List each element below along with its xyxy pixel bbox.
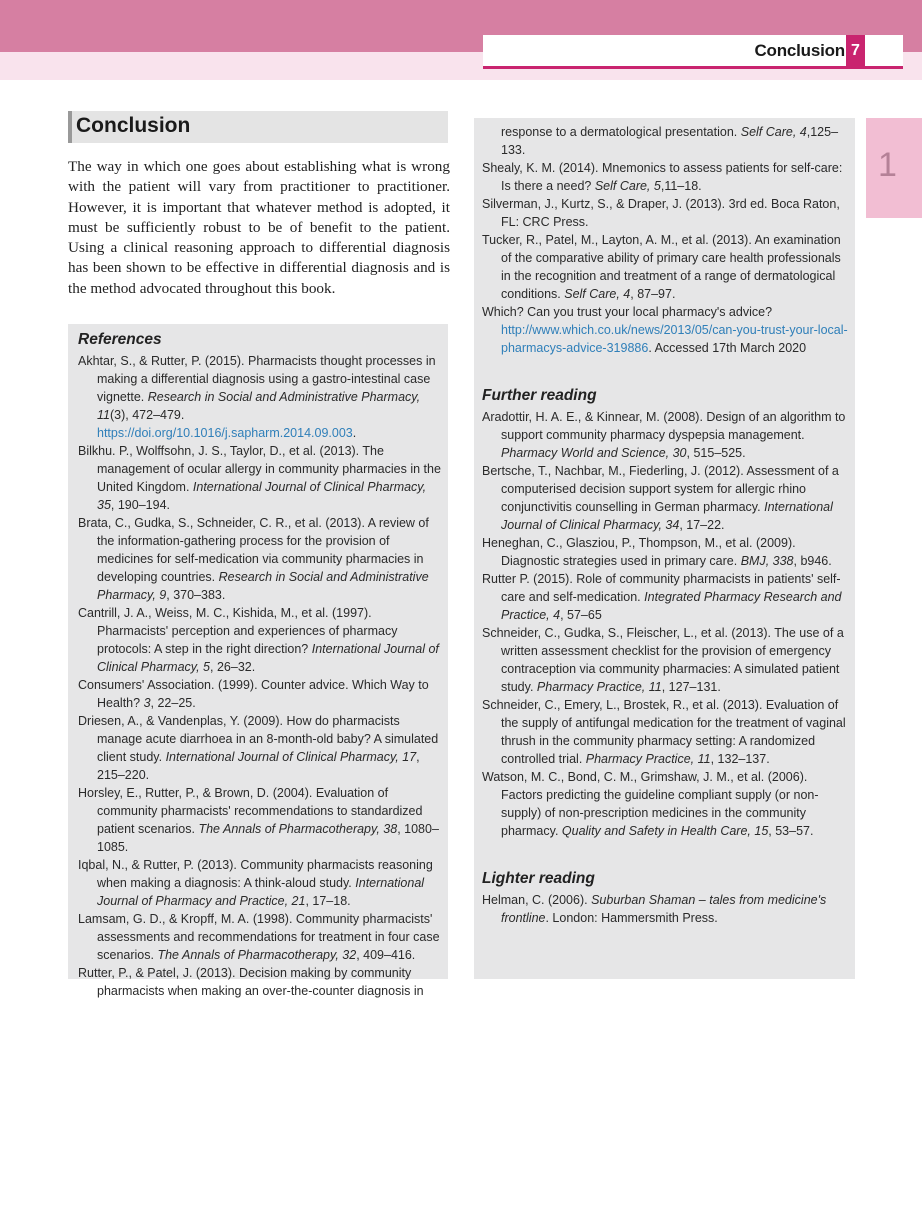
reference-journal: Self Care, 4 — [740, 125, 807, 139]
section-heading: Conclusion — [76, 114, 191, 137]
reference-journal: The Annals of Pharmacotherapy, 32 — [157, 948, 357, 962]
reference-journal: International Journal of Clinical Pharmacy, 34 — [501, 500, 833, 532]
reference-journal: International Journal of Clinical Pharmacy, 17 — [165, 750, 417, 764]
references-list — [78, 352, 442, 1000]
reference-entry: Shealy, K. M. (2014). Mnemonics to assess patients for self-care: Is there a need? Self Care, 5,11–18. — [482, 161, 843, 193]
reference-entry: Driesen, A., & Vandenplas, Y. (2009). How do pharmacists manage acute diarrhoea in an 8-month-old baby? A simulated client study. International Journal of Clinical Pharmacy, 17, 215–220. — [78, 714, 439, 782]
chapter-number: 1 — [878, 146, 897, 184]
reference-entry: Bilkhu. P., Wolffsohn, J. S., Taylor, D., et al. (2013). The management of ocular allergy in community pharmacies in the United Kingdom. International Journal of Clinical Pharmacy, 35, 190–194. — [78, 444, 441, 512]
reference-journal: The Annals of Pharmacotherapy, 38 — [198, 822, 398, 836]
reference-journal: Self Care, 4 — [564, 287, 631, 301]
reference-journal: Research in Social and Administrative Pharmacy, 11 — [97, 390, 421, 422]
reference-journal: Suburban Shaman – tales from medicine's frontline — [501, 893, 827, 925]
reference-entry: Consumers' Association. (1999). Counter advice. Which Way to Health? 3, 22–25. — [78, 678, 429, 710]
page-number: 7 — [846, 35, 865, 66]
reference-link[interactable]: https://doi.org/10.1016/j.sapharm.2014.09.003 — [97, 426, 353, 440]
lighter-reading-list — [482, 891, 850, 927]
references-title: References — [78, 331, 162, 348]
chapter-tab — [866, 118, 922, 218]
reference-journal: Pharmacy Practice, 11 — [536, 680, 662, 694]
conclusion-paragraph: The way in which one goes about establishing what is wrong with the patient will vary from practitioner to practitioner. However, it is important that whatever method is adopted, it must be sufficiently robust to be of benefit to the patient. Using a clinical reasoning approach to differential diagnosis has been shown to be effective in differential diagnosis and is the method advocated throughout this book. — [68, 158, 450, 297]
reference-entry: Bertsche, T., Nachbar, M., Fiederling, J. (2012). Assessment of a computerised decision support system for allergic rhino conjunctivitis counselling in German pharmacy. International Journal of Clinical Pharmacy, 34, 17–22. — [482, 464, 839, 532]
reference-journal: 3 — [143, 696, 151, 710]
reference-journal: Pharmacy World and Science, 30 — [501, 446, 687, 460]
further-reading-list — [482, 408, 850, 840]
reference-journal: International Journal of Clinical Pharmacy, 5 — [97, 642, 439, 674]
reference-journal: Pharmacy Practice, 11 — [585, 752, 711, 766]
reference-entry: Lamsam, G. D., & Kropff, M. A. (1998). Community pharmacists' assessments and recommendations for treatment in four case scenarios. The Annals of Pharmacotherapy, 32, 409–416. — [78, 912, 440, 962]
reference-entry: Horsley, E., Rutter, P., & Brown, D. (2004). Evaluation of community pharmacists' recommendations to standardized patient scenarios. The Annals of Pharmacotherapy, 38, 1080–1085. — [78, 786, 439, 854]
reference-entry: Akhtar, S., & Rutter, P. (2015). Pharmacists thought processes in making a differential diagnosis using a gastro-intestinal case vignette. Research in Social and Administrative Pharmacy, 11(3), 472–479. https://doi.org/10.1016/j.sapharm.2014.09.003. — [78, 354, 436, 440]
reference-entry: Brata, C., Gudka, S., Schneider, C. R., et al. (2013). A review of the information-gathering process for the provision of medicines for self-medication via community pharmacies in developing countries. Research in Social and Administrative Pharmacy, 9, 370–383. — [78, 516, 429, 602]
running-header — [483, 35, 903, 69]
reference-entry: Tucker, R., Patel, M., Layton, A. M., et al. (2013). An examination of the comparative ability of primary care health professionals in the recognition and treatment of a range of dermatological conditions. Self Care, 4, 87–97. — [482, 233, 841, 301]
further-reading-title: Further reading — [482, 387, 597, 404]
reference-entry: Silverman, J., Kurtz, S., & Draper, J. (2013). 3rd ed. Boca Raton, FL: CRC Press. — [482, 197, 840, 229]
reference-entry: Heneghan, C., Glasziou, P., Thompson, M., et al. (2009). Diagnostic strategies used in primary care. BMJ, 338, b946. — [482, 536, 832, 568]
references-continued-box — [474, 118, 855, 979]
references-box — [68, 324, 448, 998]
running-header-title: Conclusion — [754, 41, 845, 60]
reference-entry: Rutter P. (2015). Role of community pharmacists in patients' self-care and self-medication. Integrated Pharmacy Research and Practice, 4, 57–65 — [482, 572, 842, 622]
reference-journal: Research in Social and Administrative Pharmacy, 9 — [97, 570, 429, 602]
references-continued-list — [482, 123, 850, 357]
reference-journal: Self Care, 5 — [594, 179, 661, 193]
reference-entry: response to a dermatological presentation. Self Care, 4,125–133. — [501, 125, 839, 157]
reference-entry: Which? Can you trust your local pharmacy's advice? http://www.which.co.uk/news/2013/05/can-you-trust-your-local-pharmacys-advice-319886. Accessed 17th March 2020 — [482, 305, 848, 355]
reference-entry: Schneider, C., Emery, L., Brostek, R., et al. (2013). Evaluation of the supply of antifungal medication for the treatment of vaginal thrush in the community pharmacy setting: A randomized controlled trial. Pharmacy Practice, 11, 132–137. — [482, 698, 846, 766]
reference-entry: Iqbal, N., & Rutter, P. (2013). Community pharmacists reasoning when making a diagnosis: A think-aloud study. International Journal of Pharmacy and Practice, 21, 17–18. — [78, 858, 433, 908]
reference-link[interactable]: http://www.which.co.uk/news/2013/05/can-you-trust-your-local-pharmacys-advice-319886 — [501, 323, 848, 355]
reference-entry: Schneider, C., Gudka, S., Fleischer, L., et al. (2013). The use of a written assessment checklist for the provision of emergency contraception via community pharmacies: A simulated patient study. Pharmacy Practice, 11, 127–131. — [482, 626, 844, 694]
conclusion-heading-box — [68, 111, 448, 143]
reference-entry: Watson, M. C., Bond, C. M., Grimshaw, J. M., et al. (2006). Factors predicting the guideline compliant supply (or non-supply) of non-prescription medicines in the community pharmacy. Quality and Safety in Health Care, 15, 53–57. — [482, 770, 819, 838]
reference-journal: International Journal of Clinical Pharmacy, 35 — [97, 480, 427, 512]
lighter-reading-title: Lighter reading — [482, 870, 595, 887]
reference-entry: Aradottir, H. A. E., & Kinnear, M. (2008). Design of an algorithm to support community pharmacy dyspepsia management. Pharmacy World and Science, 30, 515–525. — [482, 410, 846, 460]
heading-accent-bar — [68, 111, 72, 143]
reference-journal: BMJ, 338 — [740, 554, 794, 568]
reference-entry: Cantrill, J. A., Weiss, M. C., Kishida, M., et al. (1997). Pharmacists' perception and experiences of pharmacy protocols: A step in the right direction? International Journal of Clinical Pharmacy, 5, 26–32. — [78, 606, 439, 674]
reference-entry: Rutter, P., & Patel, J. (2013). Decision making by community pharmacists when making an over-the-counter diagnosis in — [78, 966, 424, 998]
reference-journal: International Journal of Pharmacy and Practice, 21 — [97, 876, 425, 908]
reference-journal: Quality and Safety in Health Care, 15 — [561, 824, 769, 838]
reference-entry: Helman, C. (2006). Suburban Shaman – tales from medicine's frontline. London: Hammersmith Press. — [482, 893, 827, 925]
reference-journal: Integrated Pharmacy Research and Practice, 4 — [501, 590, 842, 622]
